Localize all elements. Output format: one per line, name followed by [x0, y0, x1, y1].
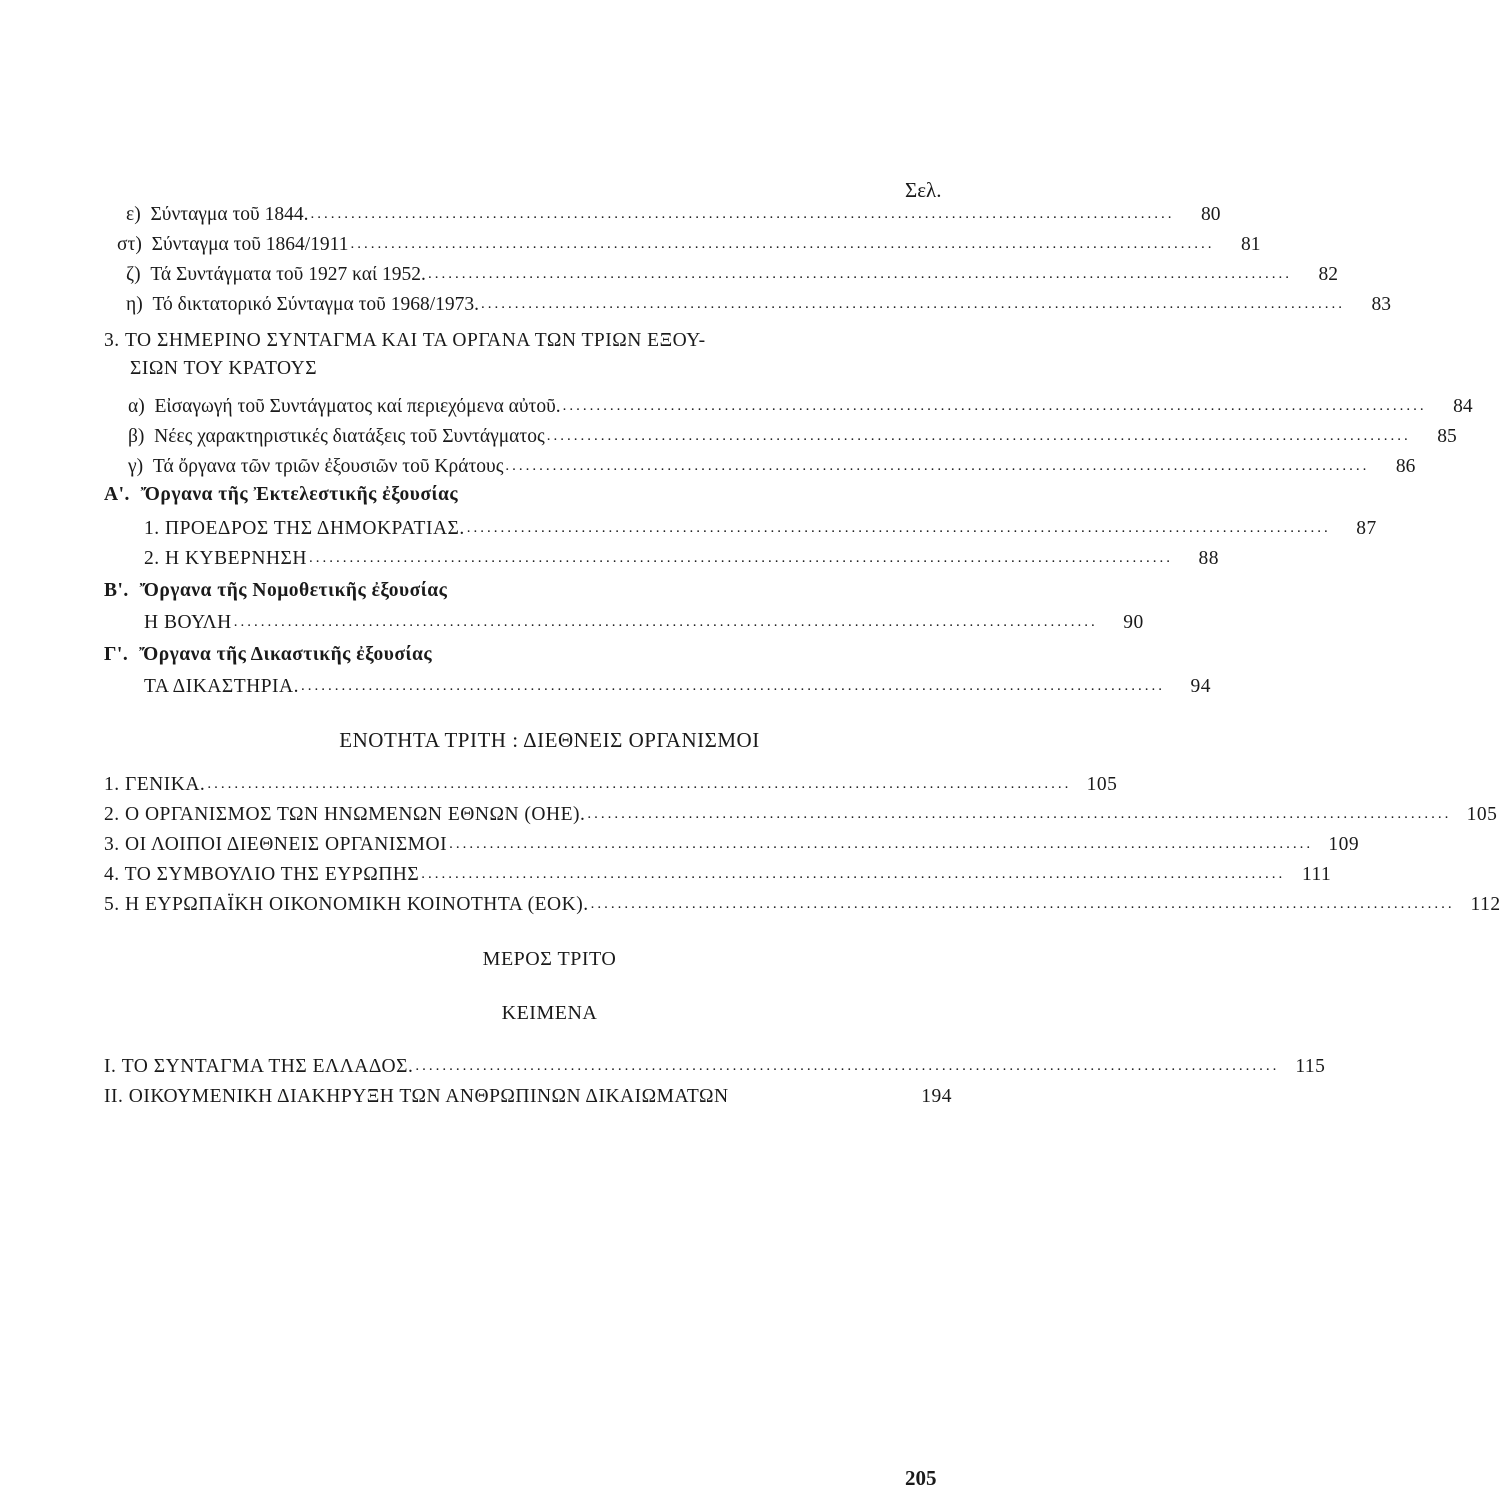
entry-number: γ)	[128, 456, 144, 477]
toc-entry	[117, 228, 1261, 256]
entry-number: α)	[128, 396, 145, 417]
entry-number: η)	[126, 294, 143, 315]
dot-leader: ................................................................................................................................	[587, 806, 1452, 822]
organ-heading-text: Ὄργανα τῆς Νομοθετικῆς ἐξουσίας	[139, 580, 448, 601]
dot-leader: ................................................................................................................................	[562, 398, 1427, 414]
part-three-subtitle: ΚΕΙΜΕΝΑ	[501, 1002, 598, 1024]
organ-heading-text: Ὄργανα τῆς Δικαστικῆς ἐξουσίας	[138, 644, 433, 665]
entry-page: 87	[1356, 518, 1377, 539]
entry-number: β)	[128, 426, 145, 447]
page-number: 205	[905, 1466, 937, 1490]
entry-title: 2. Ο ΟΡΓΑΝΙΣΜΟΣ ΤΩΝ ΗΝΩΜΕΝΩΝ ΕΘΝΩΝ (ΟΗΕ).	[104, 804, 586, 825]
entry-title: Σύνταγμα τοῦ 1864/1911	[151, 234, 349, 255]
organ-heading	[104, 644, 432, 666]
entry-page: 94	[1190, 676, 1211, 697]
dot-leader: ................................................................................................................................	[505, 458, 1370, 474]
dot-leader: ................................................................................................................................	[449, 836, 1314, 852]
entry-title: Τά Συντάγματα τοῦ 1927 καί 1952.	[150, 264, 426, 285]
entry-title: Νέες χαρακτηριστικές διατάξεις τοῦ Συντάγματος	[154, 426, 545, 447]
entry-title: Εἰσαγωγή τοῦ Συντάγματος καί περιεχόμενα αὐτοῦ.	[154, 396, 561, 417]
toc-entry	[144, 542, 1219, 570]
entry-page: 105	[1466, 804, 1498, 825]
entry-page: 83	[1371, 294, 1391, 315]
organ-letter: Β'.	[104, 580, 129, 601]
dot-leader: ................................................................................................................................	[350, 236, 1215, 252]
section-number: 3.	[104, 330, 120, 351]
entry-page: 86	[1395, 456, 1416, 477]
entry-page: 109	[1328, 834, 1360, 855]
dot-leader: ................................................................................................................................	[421, 866, 1286, 882]
dot-leader: ................................................................................................................................	[427, 266, 1292, 282]
toc-entry	[144, 512, 1377, 540]
toc-entry	[104, 1050, 1326, 1078]
entry-page: 115	[1295, 1056, 1326, 1077]
entry-title: Τό δικτατορικό Σύνταγμα τοῦ 1968/1973.	[152, 294, 479, 315]
entry-title: Σύνταγμα τοῦ 1844.	[150, 204, 309, 225]
entry-title: I. ΤΟ ΣΥΝΤΑΓΜΑ ΤΗΣ ΕΛΛΑΔΟΣ.	[104, 1056, 414, 1077]
entry-title: 3. ΟΙ ΛΟΙΠΟΙ ΔΙΕΘΝΕΙΣ ΟΡΓΑΝΙΣΜΟΙ	[104, 834, 448, 855]
toc-entry	[104, 768, 1118, 796]
toc-entry	[144, 606, 1144, 634]
organ-heading	[104, 580, 447, 602]
section-title-line1: ΤΟ ΣΗΜΕΡΙΝΟ ΣΥΝΤΑΓΜΑ ΚΑΙ ΤΑ ΟΡΓΑΝΑ ΤΩΝ ΤΡΙΩΝ ΕΞΟΥ-	[125, 330, 706, 351]
toc-entry	[128, 420, 1457, 448]
toc-entry	[128, 450, 1416, 478]
entry-page: 84	[1453, 396, 1473, 417]
organ-heading-text: Ὄργανα τῆς Ἐκτελεστικῆς ἐξουσίας	[140, 484, 459, 505]
entry-title: 1. ΓΕΝΙΚΑ.	[104, 774, 206, 795]
dot-leader: ................................................................................................................................	[481, 296, 1345, 312]
toc-entry	[126, 258, 1338, 286]
dot-leader: ................................................................................................................................	[546, 428, 1411, 444]
toc-entry	[104, 828, 1360, 856]
unit-three-title: ΕΝΟΤΗΤΑ ΤΡΙΤΗ : ΔΙΕΘΝΕΙΣ ΟΡΓΑΝΙΣΜΟΙ	[339, 728, 760, 752]
entry-page: 112	[1470, 894, 1501, 915]
entry-number: στ)	[117, 234, 142, 255]
part-three-title: ΜΕΡΟΣ ΤΡΙΤΟ	[482, 948, 617, 970]
entry-page: 105	[1086, 774, 1118, 795]
entry-number: ζ)	[126, 264, 141, 285]
entry-title: II. ΟΙΚΟΥΜΕΝΙΚΗ ΔΙΑΚΗΡΥΞΗ ΤΩΝ ΑΝΘΡΩΠΙΝΩΝ ΔΙΚΑΙΩΜΑΤΩΝ	[104, 1086, 729, 1107]
toc-entry	[104, 1080, 952, 1108]
entry-page: 81	[1240, 234, 1261, 255]
toc-entry	[104, 858, 1332, 886]
entry-page: 88	[1198, 548, 1219, 569]
dot-leader: ................................................................................................................................	[207, 776, 1072, 792]
toc-entry	[128, 390, 1473, 418]
entry-title: Η ΒΟΥΛΗ	[144, 612, 232, 633]
entry-title: 4. ΤΟ ΣΥΜΒΟΥΛΙΟ ΤΗΣ ΕΥΡΩΠΗΣ	[104, 864, 420, 885]
entry-page: 82	[1318, 264, 1338, 285]
section-title-line2: ΣΙΩΝ ΤΟΥ ΚΡΑΤΟΥΣ	[130, 358, 318, 379]
dot-leader: ................................................................................................................................	[233, 614, 1098, 630]
toc-entry	[126, 198, 1221, 226]
entry-page: 85	[1437, 426, 1457, 447]
entry-page: 194	[921, 1086, 952, 1107]
section-heading	[104, 330, 706, 352]
organ-heading	[104, 484, 458, 506]
entry-page: 111	[1301, 864, 1332, 885]
toc-entry	[144, 670, 1211, 698]
entry-title: 5. Η ΕΥΡΩΠΑΪΚΗ ΟΙΚΟΝΟΜΙΚΗ ΚΟΙΝΟΤΗΤΑ (ΕΟΚ).	[104, 894, 589, 915]
entry-number: ε)	[126, 204, 141, 225]
dot-leader: ................................................................................................................................	[415, 1058, 1280, 1074]
organ-letter: Α'.	[104, 484, 130, 505]
entry-title: 2. Η ΚΥΒΕΡΝΗΣΗ	[144, 548, 307, 569]
dot-leader: ................................................................................................................................	[466, 520, 1331, 536]
toc-entry	[104, 798, 1498, 826]
dot-leader: ................................................................................................................................	[301, 678, 1165, 694]
toc-entry	[126, 288, 1391, 316]
organ-letter: Γ'.	[104, 644, 129, 665]
dot-leader: ................................................................................................................................	[308, 550, 1173, 566]
entry-page: 90	[1123, 612, 1144, 633]
dot-leader: ................................................................................................................................	[310, 206, 1175, 222]
entry-page: 80	[1200, 204, 1221, 225]
entry-title: 1. ΠΡΟΕΔΡΟΣ ΤΗΣ ΔΗΜΟΚΡΑΤΙΑΣ.	[144, 518, 465, 539]
entry-title: ΤΑ ΔΙΚΑΣΤΗΡΙΑ.	[144, 676, 299, 697]
dot-leader: ................................................................................................................................	[590, 896, 1455, 912]
page-column-header: Σελ.	[905, 178, 942, 202]
entry-title: Τά ὄργανα τῶν τριῶν ἐξουσιῶν τοῦ Κράτους	[152, 456, 504, 477]
toc-entry	[104, 888, 1501, 916]
